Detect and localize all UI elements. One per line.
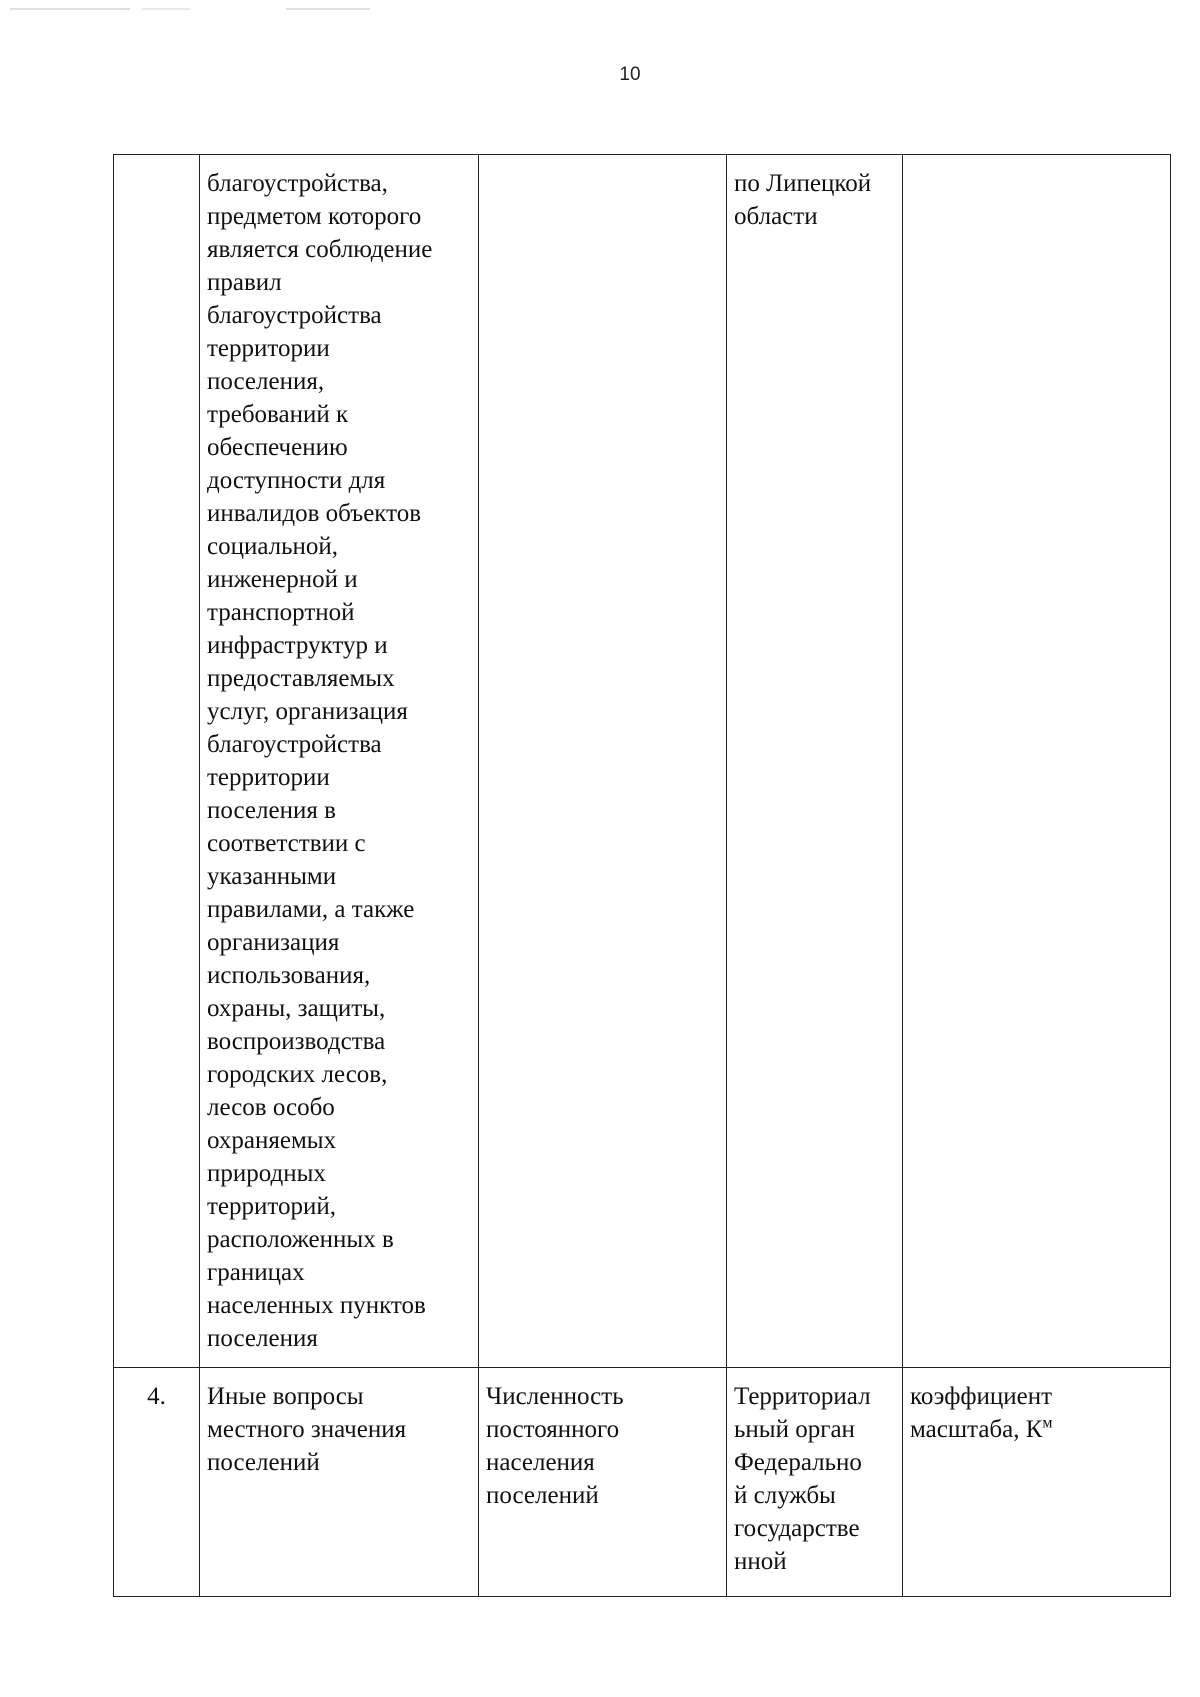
coefficient-cell: [903, 155, 1171, 1368]
data-source-cell: по Липецкой области: [727, 155, 903, 1368]
coefficient-cell: [903, 1368, 1171, 1597]
row-number-cell: [114, 155, 200, 1368]
indicator-cell: Численность постоянного населения поселений: [479, 1368, 727, 1597]
table-row: [114, 155, 1171, 1368]
indicator-cell: [479, 155, 727, 1368]
local-issue-cell: Иные вопросы местного значения поселений: [200, 1368, 479, 1597]
table-row: [114, 1368, 1171, 1597]
coefficient-superscript: м: [1042, 1414, 1053, 1432]
row-number-cell: 4.: [114, 1368, 200, 1597]
local-issue-cell: благоустройства, предметом которого является соблюдение правил благоустройства территории поселения, требований к обеспечению доступности для инвалидов объектов социальной, инженерной и транспортной инфраструктур и предоставляемых услуг, организация благоустройства территории поселения в соответствии с указанными правилами, а также организация использования, охраны, защиты, воспроизводства городских лесов, лесов особо охраняемых природных территорий, расположенных в границах населенных пунктов поселения: [200, 155, 479, 1368]
page-number: 10: [619, 64, 641, 85]
data-source-cell: Территориал ьный орган Федерально й службы государстве нной: [727, 1368, 903, 1597]
scan-artifact: [10, 8, 610, 10]
distribution-table: [113, 154, 1171, 1597]
coefficient-text: коэффициент масштаба, К: [910, 1383, 1053, 1443]
